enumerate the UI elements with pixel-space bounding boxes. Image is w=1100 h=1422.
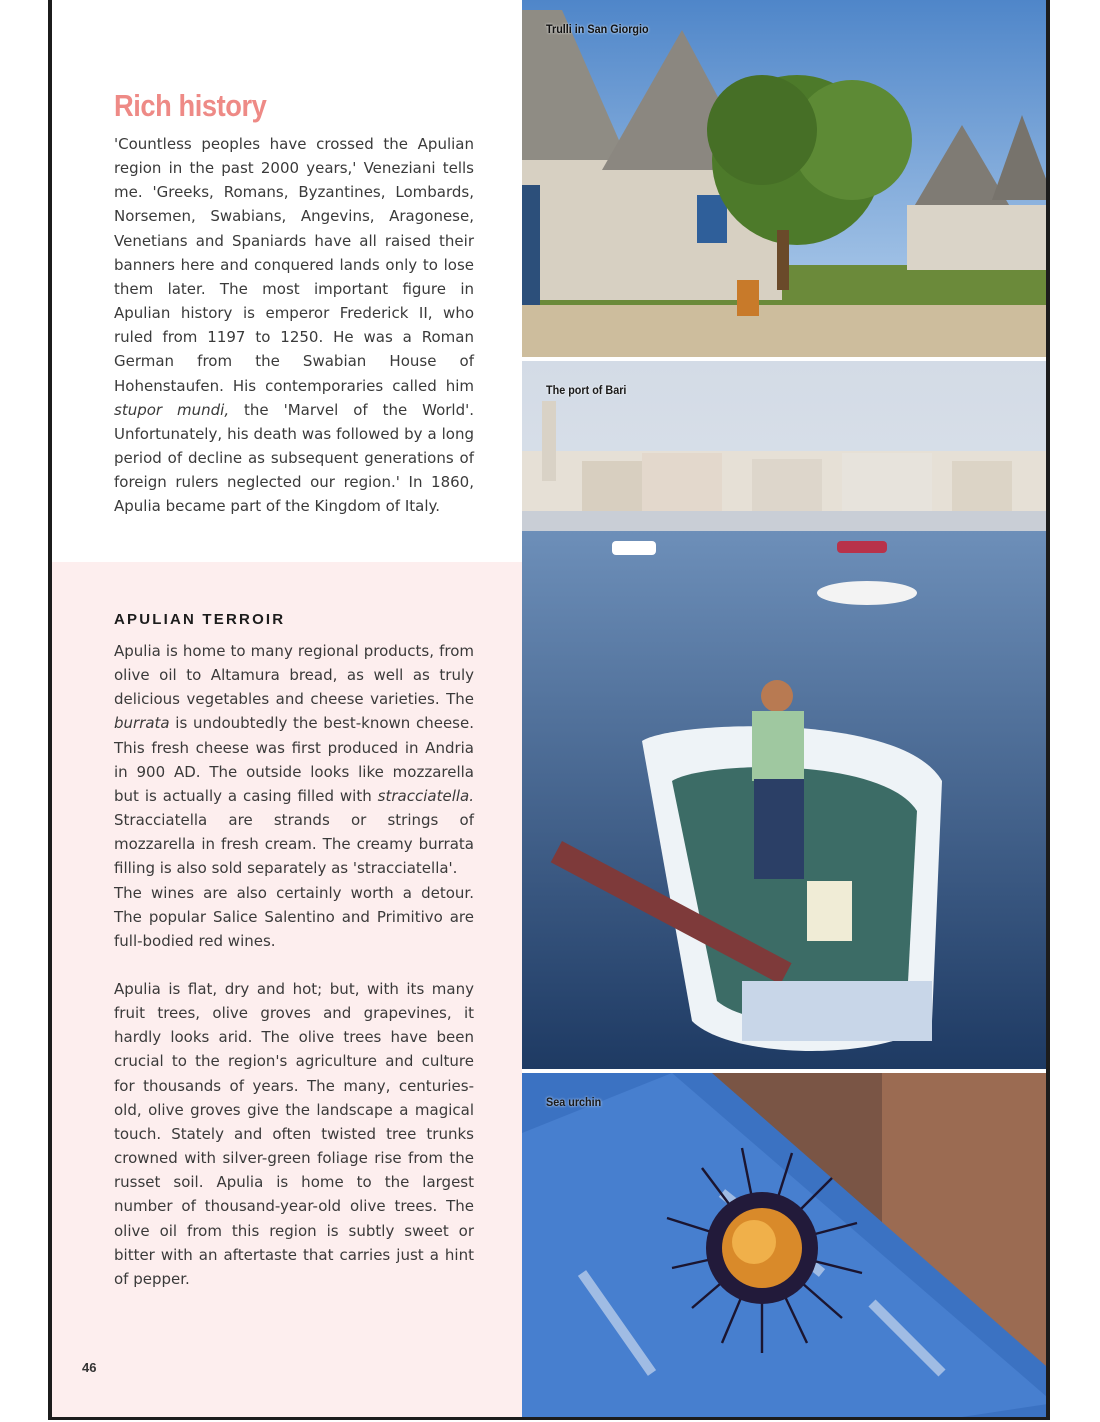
trulli-photo: [522, 0, 1050, 357]
terroir-text-b: is undoubtedly the best-known cheese. This fresh cheese was first produced in Andria in 900 AD. The outside looks like mozzarella but is actually a casing filled with: [114, 714, 474, 805]
bari-illustration: [522, 361, 1050, 1069]
history-paragraph: [114, 132, 474, 519]
history-text-end: the 'Marvel of the World'. Unfortunately, his death was followed by a long period of decline as subsequent generations of foreign rulers neglected our region.' In 1860, Apulia became part of the Kingdom of Italy.: [114, 400, 475, 516]
page-number: 46: [82, 1360, 97, 1375]
terroir-text-a: Apulia is home to many regional products, from olive oil to Altamura bread, as well as truly delicious vegetables and cheese varieties. The: [114, 642, 474, 709]
urchin-illustration: [522, 1073, 1050, 1420]
book-page: [48, 0, 1050, 1420]
terroir-paragraph-1: [114, 639, 474, 953]
urchin-caption: Sea urchin: [546, 1095, 602, 1109]
bari-caption: The port of Bari: [546, 383, 627, 397]
terroir-text-c: Stracciatella are strands or strings of mozzarella in fresh cream. The creamy burrata filling is also sold separately as 'stracciatella'.: [114, 811, 474, 878]
stracciatella-italic: stracciatella.: [377, 786, 474, 805]
trulli-caption: Trulli in San Giorgio: [546, 22, 649, 36]
history-text: 'Countless peoples have crossed the Apulian region in the past 2000 years,' Veneziani tells me. 'Greeks, Romans, Byzantines, Lombards, Norsemen, Swabians, Angevins, Aragonese, Venetians and Spaniards have all raised their banners here and conquered lands only to lose them later. The most important figure in Apulian history is emperor Frederick II, who ruled from 1197 to 1250. He was a Roman German from the Swabian House of Hohenstaufen. His contemporaries called him: [114, 135, 474, 395]
bari-photo: [522, 361, 1050, 1069]
terroir-heading: APULIAN TERROIR: [114, 611, 286, 628]
text-column: [52, 0, 522, 1417]
burrata-italic: burrata: [114, 714, 170, 733]
history-italic: stupor mundi,: [114, 400, 230, 419]
section-title: Rich history: [114, 88, 267, 123]
terroir-paragraph-3: Apulia is flat, dry and hot; but, with its many fruit trees, olive groves and grapevines, it hardly looks arid. The olive trees have been crucial to the region's agriculture and culture for thousands of years. The many, centuries-old, olive groves give the landscape a magical touch. Stately and often twisted tree trunks crowned with silver-green foliage rise from the russet soil. Apulia is home to the largest number of thousand-year-old olive trees. The olive oil from this region is subtly sweet or bitter with an aftertaste that carries just a hint of pepper.: [114, 980, 474, 1288]
trulli-illustration: [522, 0, 1050, 357]
urchin-photo: [522, 1073, 1050, 1420]
wines-text: The wines are also certainly worth a detour. The popular Salice Salentino and Primitivo are full-bodied red wines.: [114, 883, 474, 950]
